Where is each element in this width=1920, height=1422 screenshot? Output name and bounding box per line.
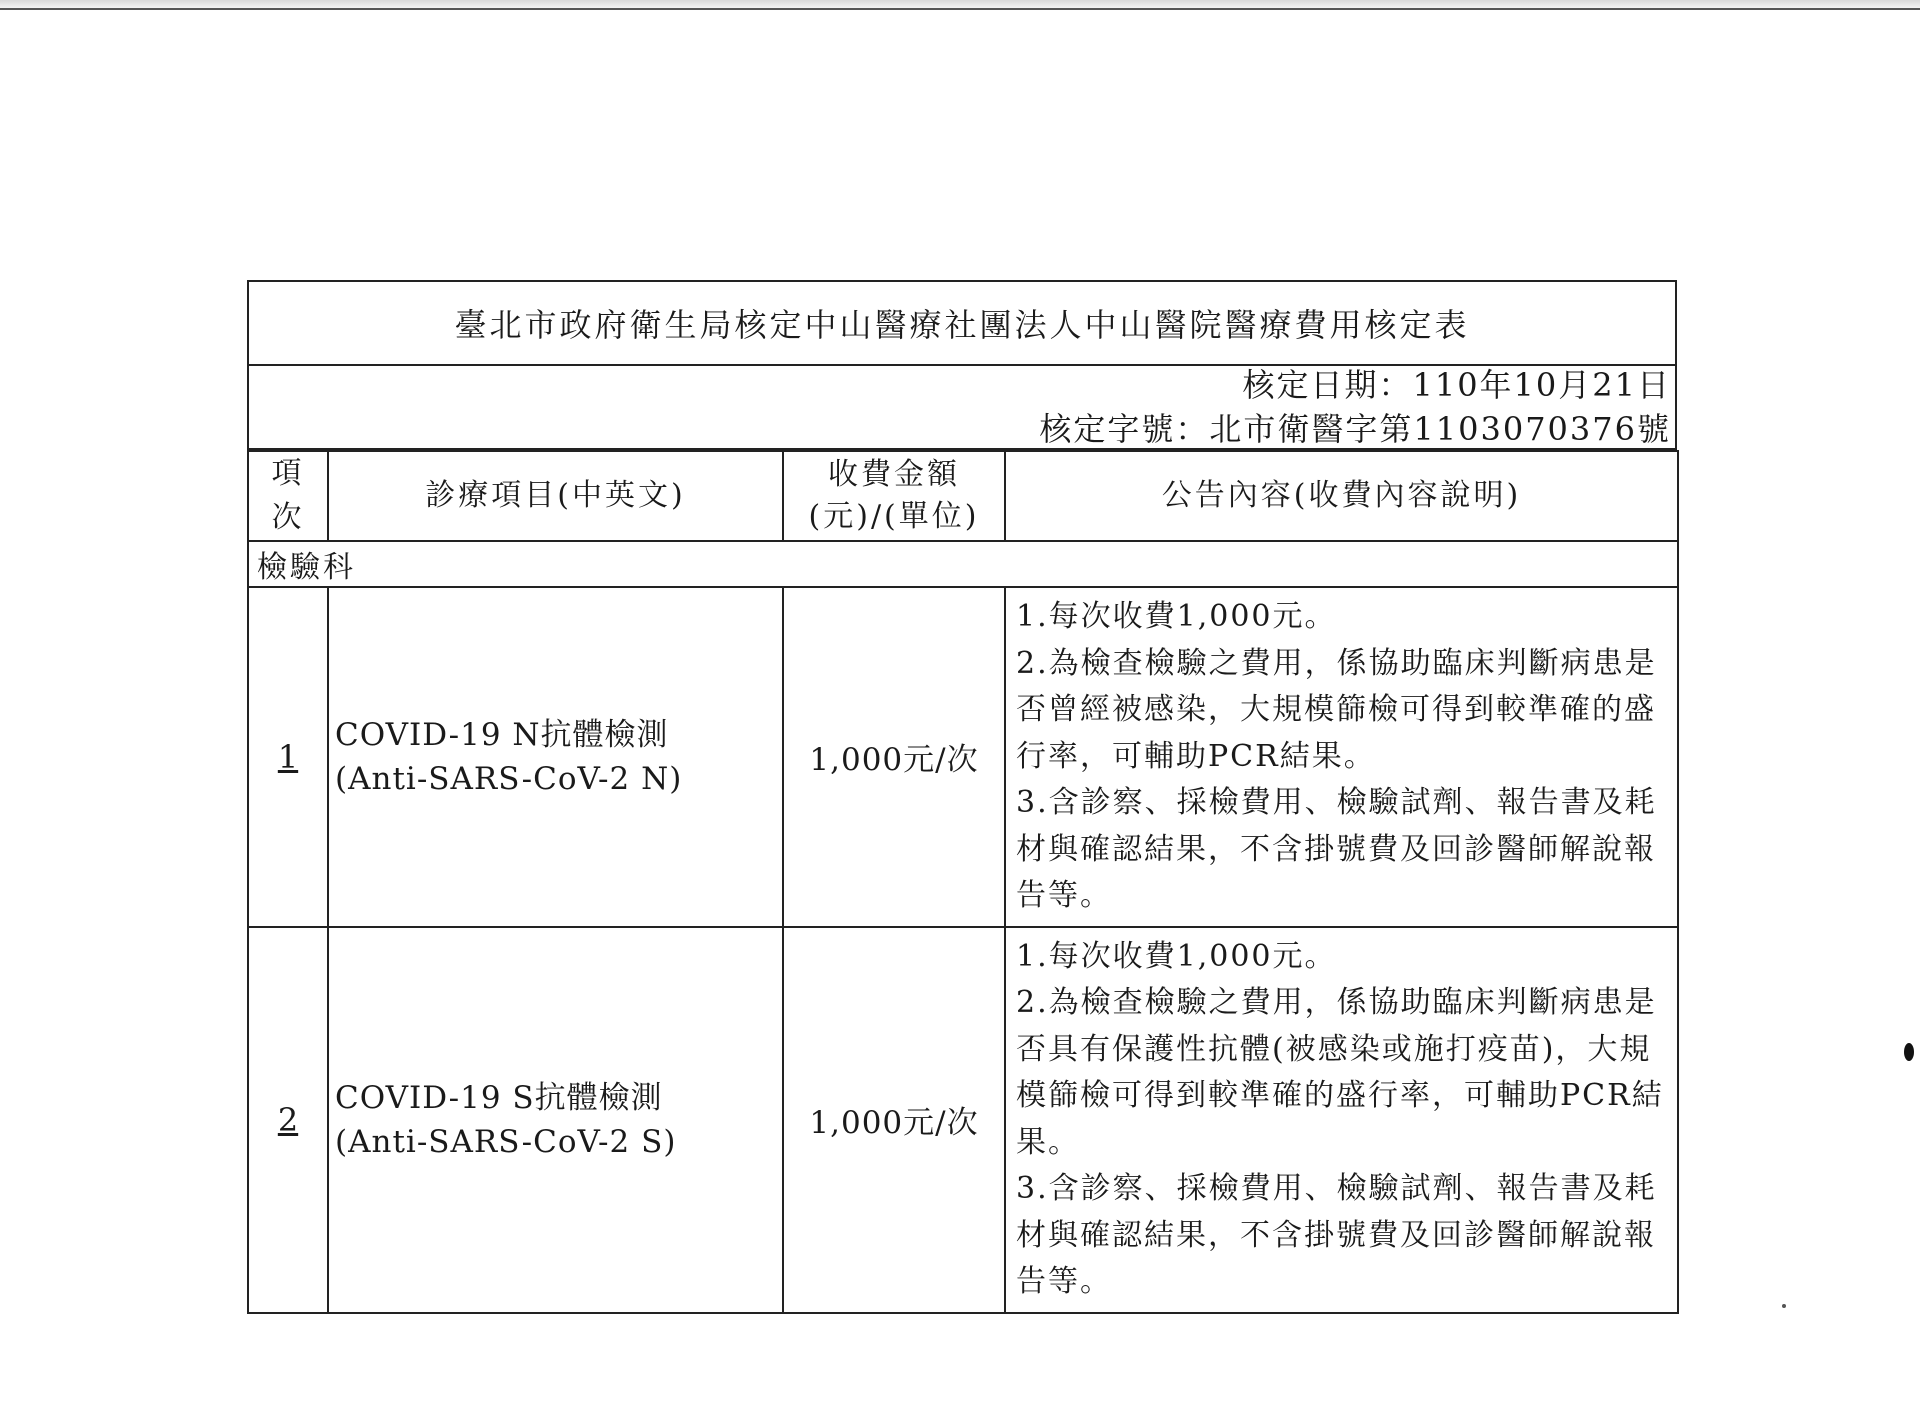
row-fee: 1,000元/次	[783, 587, 1005, 927]
fee-approval-sheet	[247, 280, 1677, 1314]
desc-line: 1.每次收費1,000元。	[1016, 938, 1337, 974]
desc-line: 2.為檢查檢驗之費用，係協助臨床判斷病患是否具有保護性抗體(被感染或施打疫苗)，大規模篩檢可得到較準確的盛行率，可輔助PCR結果。	[1016, 985, 1664, 1160]
item-name-en: (Anti-SARS-CoV-2 N)	[335, 760, 683, 797]
header-content: 公告內容(收費內容說明)	[1005, 451, 1678, 541]
table-row	[248, 927, 1678, 1313]
department-label: 檢驗科	[248, 541, 1678, 587]
table-row	[248, 587, 1678, 927]
item-name-en: (Anti-SARS-CoV-2 S)	[335, 1123, 677, 1160]
row-item	[328, 587, 783, 927]
row-description	[1005, 587, 1678, 927]
header-item: 診療項目(中英文)	[328, 451, 783, 541]
desc-line: 1.每次收費1,000元。	[1016, 599, 1337, 634]
scan-dot-mark	[1782, 1304, 1786, 1308]
department-row	[248, 541, 1678, 587]
row-fee: 1,000元/次	[783, 927, 1005, 1313]
header-fee	[783, 451, 1005, 541]
row-index: 2	[248, 927, 328, 1313]
approval-number: 核定字號：北市衛醫字第1103070376號	[1039, 410, 1671, 448]
row-item	[328, 927, 783, 1313]
header-index: 項次	[248, 451, 328, 541]
scan-top-edge	[0, 0, 1920, 10]
row-index: 1	[248, 587, 328, 927]
approval-date: 核定日期：110年10月21日	[1242, 366, 1671, 404]
table-header-row	[248, 451, 1678, 541]
item-name-zh: COVID-19 S抗體檢測	[335, 1079, 663, 1116]
row-description	[1005, 927, 1678, 1313]
item-name-zh: COVID-19 N抗體檢測	[335, 716, 669, 753]
approval-meta	[247, 366, 1677, 450]
header-fee-line2: (元)/(單位)	[808, 499, 980, 534]
desc-line: 3.含診察、採檢費用、檢驗試劑、報告書及耗材與確認結果，不含掛號費及回診醫師解說報告等。	[1016, 785, 1657, 913]
header-fee-line1: 收費金額	[828, 457, 960, 492]
scan-speck-mark	[1904, 1043, 1914, 1061]
document-title: 臺北市政府衛生局核定中山醫療社團法人中山醫院醫療費用核定表	[247, 280, 1677, 366]
desc-line: 2.為檢查檢驗之費用，係協助臨床判斷病患是否曾經被感染，大規模篩檢可得到較準確的盛行率，可輔助PCR結果。	[1016, 645, 1657, 774]
desc-line: 3.含診察、採檢費用、檢驗試劑、報告書及耗材與確認結果，不含掛號費及回診醫師解說報告等。	[1016, 1171, 1657, 1299]
fee-table	[247, 450, 1679, 1314]
